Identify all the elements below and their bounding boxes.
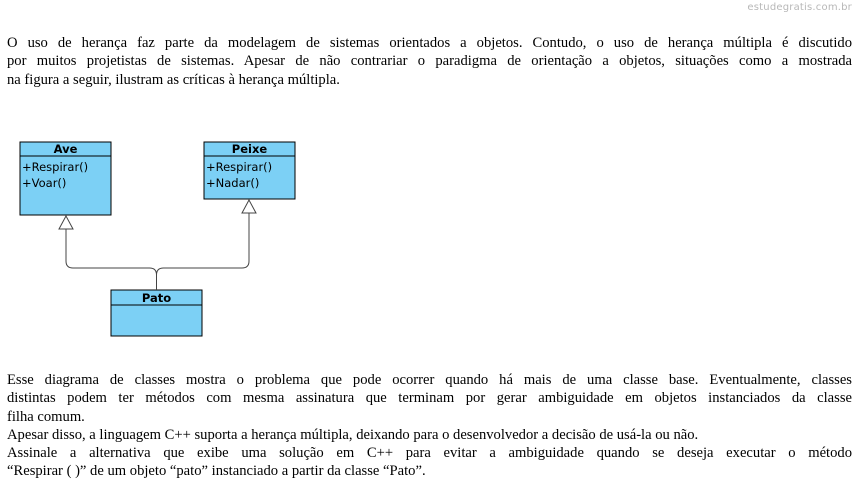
intro-paragraph [7, 34, 852, 89]
class-peixe-method: +Nadar() [206, 176, 260, 190]
question-line: distintas podem ter métodos com mesma assinatura que terminam por gerar ambiguidade em objetos instanciados da classe [7, 390, 852, 407]
intro-line: O uso de herança faz parte da modelagem de sistemas orientados a objetos. Contudo, o uso de herança múltipla é discutido [7, 35, 852, 51]
class-ave-method: +Voar() [22, 176, 67, 190]
question-paragraph [7, 371, 852, 481]
inheritance-connectors [66, 213, 249, 290]
question-line: Assinale a alternativa que exibe uma solução em C++ para evitar a ambiguidade quando se deseja executar o método [7, 445, 852, 462]
generalization-arrow-peixe [242, 200, 256, 213]
class-peixe-name: Peixe [231, 142, 268, 156]
class-pato-name: Pato [141, 291, 172, 305]
question-line: Apesar disso, a linguagem C++ suporta a herança múltipla, deixando para o desenvolvedor a decisão de usá-la ou não. [7, 426, 699, 443]
intro-line: por muitos projetistas de sistemas. Apesar de não contrariar o paradigma de orientação a objetos, situações como a mostrada [7, 53, 852, 70]
class-peixe [204, 142, 295, 199]
uml-class-diagram [0, 130, 320, 345]
site-watermark: estudegratis.com.br [747, 2, 852, 13]
question-line: “Respirar ( )” de um objeto “pato” instanciado a partir da classe “Pato”. [7, 463, 426, 480]
intro-line: na figura a seguir, ilustram as críticas à herança múltipla. [7, 71, 340, 88]
class-ave-method: +Respirar() [22, 160, 89, 174]
class-ave-name: Ave [53, 142, 78, 156]
class-pato [111, 290, 202, 336]
question-line: Esse diagrama de classes mostra o problema que pode ocorrer quando há mais de uma classe base. Eventualmente, classes [7, 372, 852, 388]
generalization-arrow-ave [59, 216, 73, 229]
class-ave [20, 142, 111, 215]
class-peixe-method: +Respirar() [206, 160, 273, 174]
question-line: filha comum. [7, 408, 85, 425]
